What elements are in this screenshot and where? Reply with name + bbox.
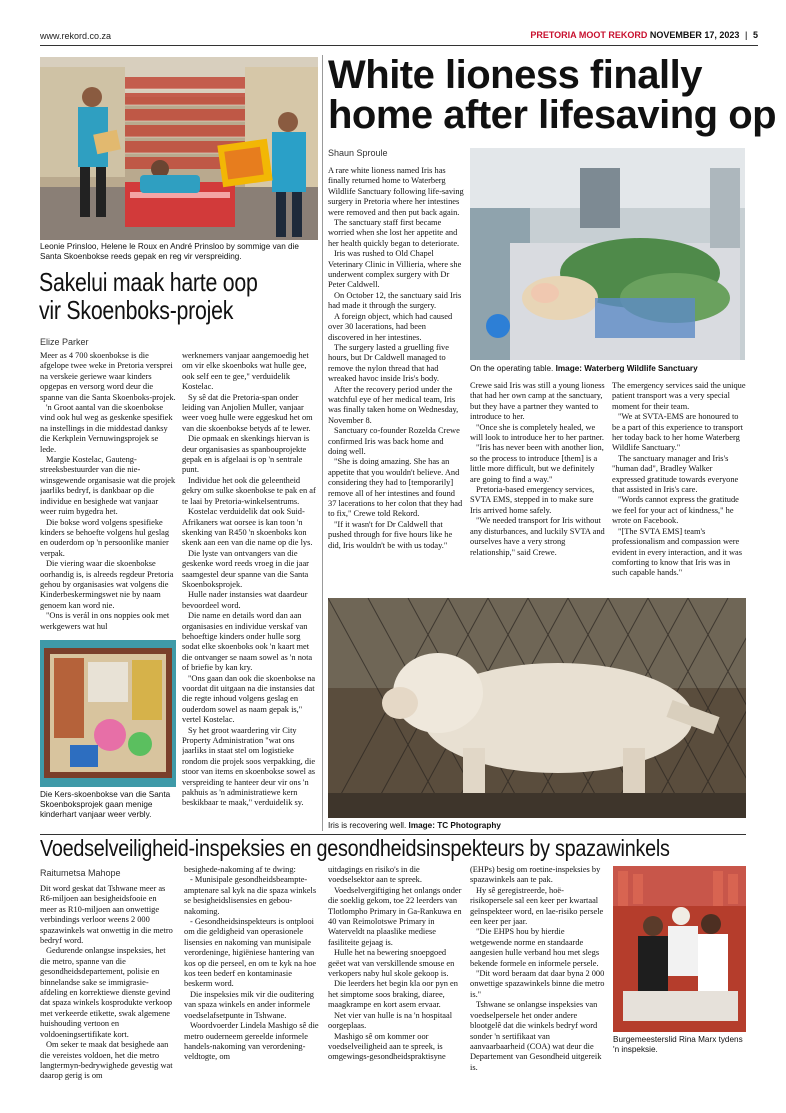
spaza-col1-para: Dit word geskat dat Tshwane meer as R6-miljoen aan besigheidsfooie en meer as R10-miljoen aan onwettige verbindings verloor weens 2 000 spazawinkels wat onwettig in die metro bedryf word. (40, 884, 173, 946)
operating-table-photo-credit: Image: Waterberg Wildlife Sanctuary (555, 364, 698, 373)
lioness-byline: Shaun Sproule (328, 148, 388, 158)
spaza-column-4 (470, 865, 605, 1105)
lioness-col3-para: "[The SVTA EMS] team's professionalism and compassion were evident in every interaction, and it was comforting to know that Iris was in such capable hands." (612, 526, 743, 578)
header-separator: | (744, 30, 748, 40)
spaza-column-2 (184, 865, 319, 1105)
shoebox-col1-para: Die bokse word volgens spesifieke kinders se behoefte volgens hul geslag en ouderdom op 'n persoonlike manier verpak. (40, 517, 170, 558)
shoebox-headline (39, 268, 258, 324)
shoebox-col1-para: 'n Groot aantal van die skoenbokse vind ook hul weg as geskenke spesifiek na instellings in die middestad danksy die Kerkplein Vernuwingsprojek se lede. (40, 403, 173, 454)
lioness-col2-para: "We needed transport for Iris without any disturbances, and luckily SVTA and ourselves have a very strong relationship," said Crewe. (470, 516, 605, 557)
operating-table-illustration (470, 148, 745, 360)
spaza-col4-para: (EHPs) besig om roetine-inspeksies by spazawinkels aan te pak. (470, 865, 601, 885)
spaza-col4-para: Tshwane se onlangse inspeksies van voedselpersele het onder andere blootgelê dat die winkels bedryf word sonder 'n sertifikaat van aanvaarbaarheid (COA) wat deur die Departement van Gesondheid uitgereik is. (470, 1000, 602, 1072)
lioness-col2-para: "Once she is completely healed, we will look to introduce her to her partner. (470, 422, 604, 443)
spaza-col3-para: Net vier van hulle is na 'n hospitaal oorgeplaas. (328, 1010, 453, 1031)
shoebox-team-photo (40, 57, 318, 240)
shoebox-col1-para: Die viering waar die skoenbokse oorhandig is, is alreeds regdeur Pretoria gehou by organisasies wat volgens die Kinderbeskermingswet nie by naam genoem kan word nie. (40, 559, 174, 610)
shoebox-col2-para: Sy sê dat die Pretoria-span onder leiding van Anjolien Muller, vanjaar weer voeg hulle were eggeskud het om van die skoenbokse betyds af te lewer. (182, 392, 313, 433)
lioness-col1-para: Sanctuary co-founder Rozelda Crewe confirmed Iris was back home and doing well. (328, 426, 460, 456)
lioness-col2-para: Pretoria-based emergency services, SVTA EMS, stepped in to make sure Iris arrived home safely. (470, 485, 595, 515)
lioness-col2-para: Crewe said Iris was still a young lioness that had her own camp at the sanctuary, but they have a partner they wanted to introduce to her. (470, 381, 605, 422)
operating-table-caption-text: On the operating table. (470, 364, 554, 373)
shoebox-col2-para: Die lyste van ontvangers van die geskenke word reeds vroeg in die jaar saamgestel deur spanne van die Santa Skoenboksprojek. (182, 548, 309, 589)
spaza-col1-para: Gedurende onlangse inspeksies, het die metro, spanne van die gesondheidsdepartement, polisie en binnelandse sake se immigrasie-afdeling en korrektiewe dienste gevind dat spaza winkels kosprodukte verkoop met verkeerde etikette, swak algemene huishouding vertoon en voldoeningsertifikate kort. (40, 946, 173, 1039)
header-rule (40, 45, 758, 46)
lioness-column-2 (470, 381, 605, 591)
shoebox-col2-para: Die name en details word dan aan organisasies en individue verskaf van behoeftige kinders onder hulle sorg sodat elke skoenboks ook 'n kaart met die ontvanger se naam sowel as 'n nota of briefie by kan kry. (182, 611, 313, 673)
spaza-col4-para: "Dit word beraam dat daar byna 2 000 onwettige spazawinkels binne die metro is." (470, 969, 605, 999)
lioness-col1-para: A rare white lioness named Iris has finally returned home to Waterberg Wildlife Sanctuary following life-saving surgery in Pretoria where her intestines were removed and then put back again. (328, 166, 464, 217)
spaza-photo-caption: Burgemeesterslid Rina Marx tydens 'n inspeksie. (613, 1035, 743, 1054)
lioness-recovery-photo (328, 598, 746, 818)
lioness-headline-line-2: home after lifesaving op (328, 93, 777, 137)
shoebox-col2-para: Individue het ook die geleentheid gekry om sulke skoenbokse te pak en af te laai by Pretoria-winkelsentrums. (182, 475, 316, 506)
shoebox-photo-caption: Leonie Prinsloo, Helene le Roux en André Prinsloo by sommige van die Santa Skoenbokse reeds gepak en reg vir verspreiding. (40, 242, 299, 261)
spaza-col2-para: Die inspeksies mik vir die ouditering van spaza winkels en ander informele voedselafsetpunte in Tshwane. (184, 989, 314, 1020)
lioness-col3-para: "Words cannot express the gratitude we feel for your act of kindness," he wrote on Facebook. (612, 495, 739, 526)
shoebox-headline-line-1: Sakelui maak harte oop (39, 267, 258, 297)
lioness-column-1 (328, 166, 464, 596)
lioness-headline-line-1: White lioness finally (328, 53, 703, 97)
lioness-col3-para: The emergency services said the unique patient transport was a very special moment for their team. (612, 381, 746, 411)
spaza-col2-para: - Gesondheidsinspekteurs is ontplooi om die geldigheid van operasionele lisensies en nakoming van munisipale verordeninge, higiëniese hantering van kos op die perseel, en om te kyk na hoe kos teen bederf en kontaminasie beskerm word. (184, 917, 317, 989)
operating-table-photo (470, 148, 745, 360)
lioness-col3-para: The sanctuary manager and Iris's "human dad", Bradley Walker expressed gratitude towards everyone that assisted in Iris's care. (612, 453, 739, 495)
shoebox-contents-photo (40, 640, 176, 787)
shoebox-col2-para: Kostelac verduidelik dat ook Suid-Afrikaners wat oorsee is kan toon 'n skenking van R450 'n skoenboks kon skenk aan een van die name op die lys. (182, 507, 313, 548)
spaza-col3-para: Voedselvergiftiging het onlangs onder die soeklig gekom, toe 22 leerders van Tlotlompho Primary in Ga-Rankuwa en 40 van Reimolotswe Primary in Waterveldt na plaaslike mediese fasiliteite gejaag is. (328, 885, 462, 947)
shoebox-contents-illustration (40, 640, 176, 787)
shoebox-column-2 (182, 351, 318, 831)
page-number: 5 (752, 30, 758, 40)
spaza-headline: Voedselveiligheid-inspeksies en gesondheidsinspekteurs by spazawinkels (40, 835, 670, 861)
spaza-col3-para: Mashigo sê om kommer oor voedselveiligheid aan te spreek, is omgewings-gesondheidspraktisyne (328, 1031, 446, 1062)
lioness-headline (328, 55, 776, 135)
shoebox-contents-caption: Die Kers-skoenbokse van die Santa Skoenboksprojek gaan menige kinderhart vanjaar weer verbly. (40, 790, 171, 819)
lioness-col1-para: Iris was rushed to Old Chapel Veterinary Clinic in Villieria, where she underwent complex surgery with Dr Peter Caldwell. (328, 249, 462, 290)
recovery-caption-text: Iris is recovering well. (328, 821, 407, 830)
lioness-col3-para: "We at SVTA-EMS are honoured to be a part of this experience to transport her today back to her home Waterberg Wildlife Sanctuary." (612, 412, 743, 453)
publication-name: PRETORIA MOOT REKORD (530, 30, 648, 40)
lioness-column-3 (612, 381, 746, 591)
spaza-byline: Raitumetsa Mahope (40, 868, 121, 878)
lioness-col1-para: The sanctuary staff first became worried when she lost her appetite and her health quickly began to deteriorate. (328, 218, 460, 248)
shoebox-headline-line-2: vir Skoenboks-projek (39, 295, 234, 325)
lioness-col1-para: On October 12, the sanctuary said Iris had made it through the surgery. (328, 290, 462, 311)
shoebox-col1-para: Margie Kostelac, Gauteng-streeksbestuurder van die nie-winsgewende organisasie wat die projek jaarliks bedryf, is dankbaar op die individue en besighede wat vanjaar weer ruim bygedra het. (40, 455, 176, 517)
shoebox-col2-para: Die opmaak en skenkings hiervan is deur organisasies as spanbouprojekte gepak en is afgelaai is op 'n sentrale punt. (182, 434, 310, 475)
column-divider (322, 55, 323, 831)
lioness-recovery-caption (328, 821, 746, 831)
shoebox-col2-para: Sy het groot waardering vir City Property Administration "wat ons jaarliks in staat stel om logistieke rondom die projek soos verpakking, die stoor van items en skoenbokse sowel as verspreiding te hanteer deur vir ons 'n pakhuis as 'n administratiewe kern beskikbaar te maak," verduidelik sy. (182, 725, 316, 808)
operating-table-caption (470, 364, 745, 374)
shoebox-col2-para: werknemers vanjaar aangemoedig het om vir elke skoenboks wat hulle gee, ook self een te gee," verduidelik Kostelac. (182, 351, 309, 392)
spaza-col2-para: Woordvoerder Lindela Mashigo sê die metro ouderneem gereelde informele handels-nakoming van verordening-veldtogte, om (184, 1021, 319, 1062)
spaza-column-3 (328, 865, 463, 1105)
spaza-col3-para: uitdagings en risiko's in die voedselsektor aan te spreek. (328, 865, 422, 885)
spaza-col4-para: Hy sê geregistreerde, hoë-risikopersele sal een keer per kwartaal geïnspekteer word, en lae-risiko persele een keer per jaar. (470, 885, 604, 927)
spaza-col4-para: "Die EHPS hou by hierdie wetgewende norme en standaarde aangesien hulle verband hou met slegs bekende formele en informele persele. (470, 927, 600, 968)
lioness-col1-para: A foreign object, which had caused over 30 lacerations, had been discovered in her intestines. (328, 311, 453, 342)
spaza-column-1 (40, 884, 175, 1104)
lioness-recovery-illustration (328, 598, 746, 818)
spaza-col3-para: Die leerders het begin kla oor pyn en het simptome soos braking, diaree, maagkrampe en kort asem ervaar. (328, 979, 458, 1010)
shoebox-column-1 (40, 351, 176, 634)
spaza-col1-para: Om seker te maak dat besighede aan die vereistes voldoen, het die metro langtermyn-bedrywighede gevestig wat daarop gerig is om (40, 1040, 173, 1081)
lioness-col1-para: "She is doing amazing. She has an appetite that you wouldn't believe. And considering they had to [temporarily] remove all of her intestines and found 37 lacerations to her colon that they had to fix," Crewe told Rekord. (328, 457, 463, 519)
spaza-col3-para: Hulle het na bewering snoepgoed geëet wat van verskillende smouse en verkopers naby hul skole gekoop is. (328, 948, 455, 979)
spaza-col2-para: - Munisipale gesondheidsbeampte-amptenare sal kyk na die spaza winkels se besigheidslisensies en gebou-nakoming. (184, 875, 317, 916)
spaza-inspection-illustration (613, 866, 746, 1032)
shoebox-col1-para: "Ons is verál in ons noppies ook met werkgewers wat hul (40, 611, 170, 631)
lioness-col1-para: "If it wasn't for Dr Caldwell that pushed through for five hours like he did, Iris wouldn't be with us today." (328, 519, 453, 550)
shoebox-col2-para: "Ons gaan dan ook die skoenbokse na voordat dit uitgaan na die instansies dat die regte inhoud volgens geslag en ouderdom sowel as naam gepak is," vertel Kostelac. (182, 673, 316, 725)
shoebox-col1-para: Meer as 4 700 skoenbokse is die afgelope twee weke in Pretoria versprei na verskeie geriewe waar kinders opgepas en versorg word deur die spanne van die Santa Skoenboks-projek. (40, 351, 176, 402)
header-url[interactable]: www.rekord.co.za (40, 31, 112, 41)
lioness-col2-para: "Iris has never been with another lion, so the process to introduce [them] is a little more difficult, but we definitely are going to find a way." (470, 443, 604, 484)
shoebox-byline: Elize Parker (40, 337, 89, 347)
recovery-photo-credit: Image: TC Photography (408, 821, 501, 830)
issue-date: NOVEMBER 17, 2023 (649, 30, 740, 40)
spaza-col2-para: besighede-nakoming af te dwing: (184, 865, 296, 874)
shoebox-col2-para: Hulle nader instansies wat daardeur bevoordeel word. (182, 590, 308, 610)
spaza-inspection-photo (613, 866, 746, 1032)
header-publication-date (530, 30, 758, 40)
shoebox-team-illustration (40, 57, 318, 240)
lioness-col1-para: After the recovery period under the watchful eye of her medical team, Iris was finally taken home on Wednesday, November 8. (328, 384, 459, 425)
lioness-col1-para: The surgery lasted a gruelling five hours, but Dr Caldwell managed to remove the nylon thread that had wreaked havoc inside Iris's body. (328, 342, 449, 384)
